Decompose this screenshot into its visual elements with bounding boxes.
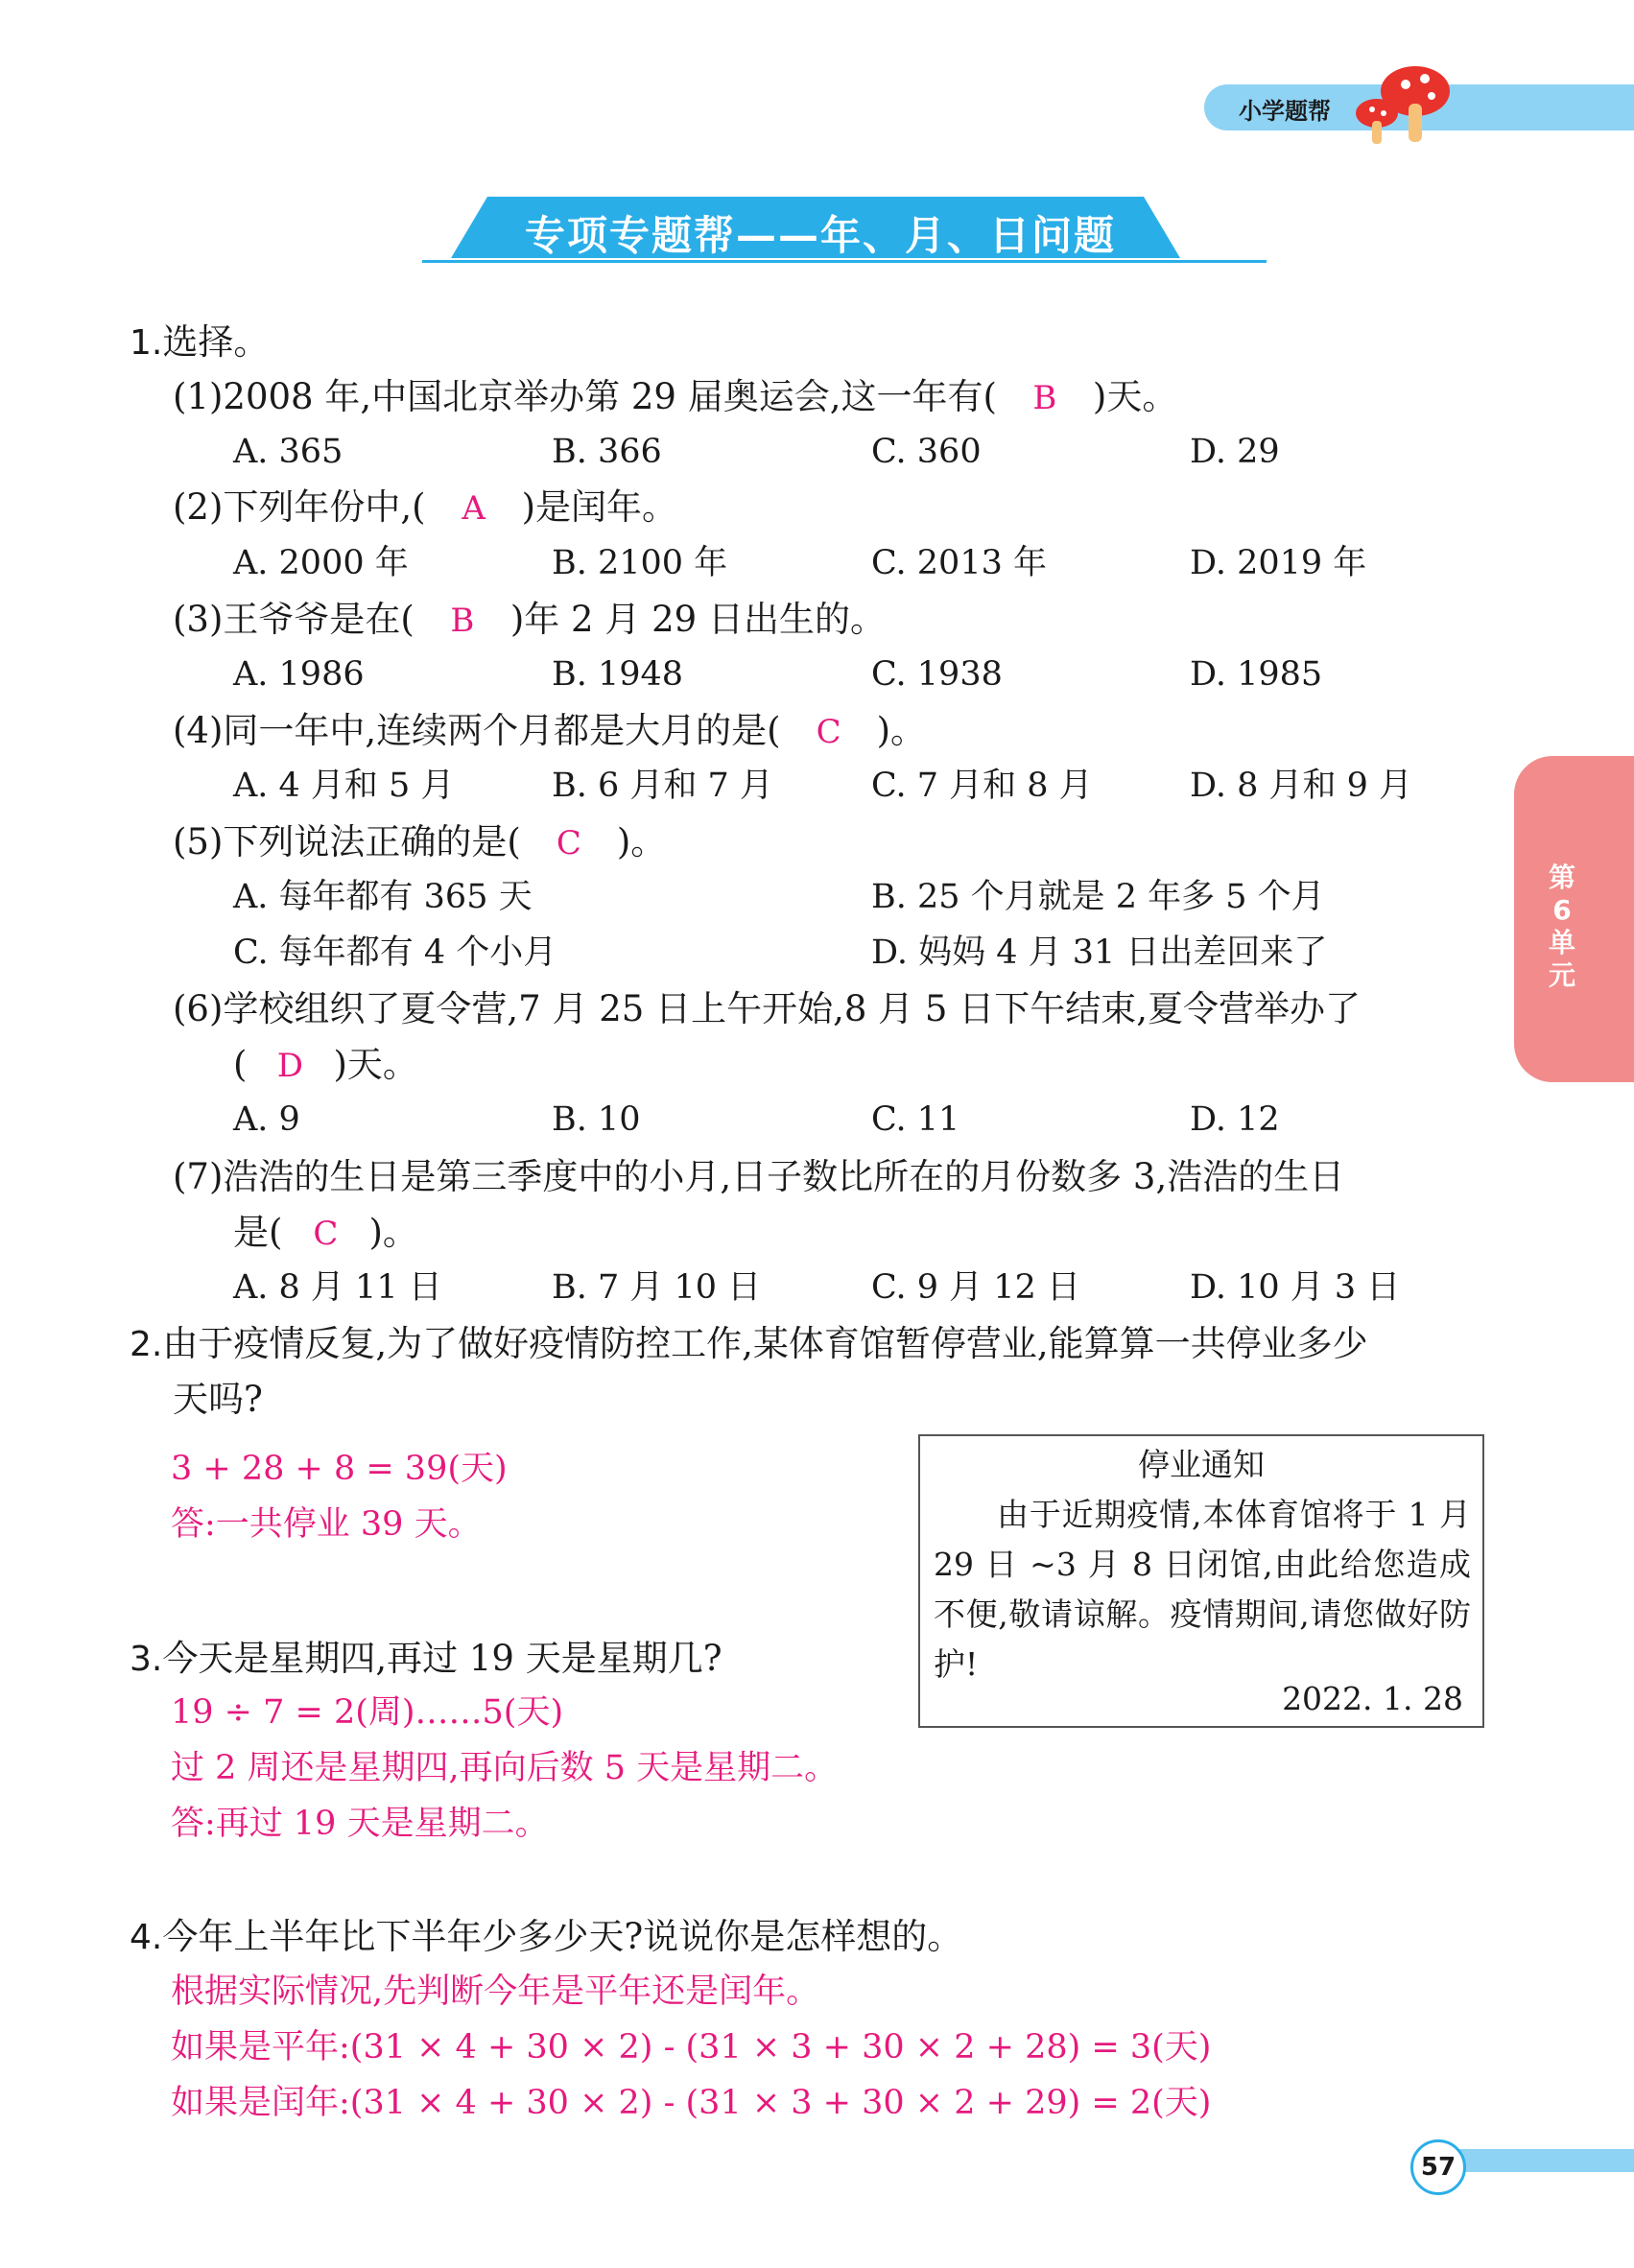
option: C. 2013 年: [871, 544, 1047, 582]
notice-title: 停业通知: [1138, 1446, 1265, 1483]
answer: C: [556, 824, 581, 862]
q3-text: 3.今天是星期四,再过 19 天是星期几?: [130, 1638, 722, 1679]
option: A. 2000 年: [233, 544, 409, 582]
q2-work: 3 + 28 + 8 = 39(天): [171, 1450, 508, 1488]
option: D. 8 月和 9 月: [1190, 767, 1412, 805]
q1-item-6-cont: ( D )天。: [233, 1042, 418, 1089]
option: D. 12: [1190, 1100, 1280, 1139]
answer: B: [1032, 379, 1057, 417]
answer: C: [313, 1215, 339, 1253]
q1-item-3: (3)王爷爷是在( B )年 2 月 29 日出生的。: [173, 597, 886, 644]
q2-text-line1: 2.由于疫情反复,为了做好疫情防控工作,某体育馆暂停营业,能算算一共停业多少: [130, 1323, 1368, 1364]
option: D. 10 月 3 日: [1190, 1268, 1401, 1307]
option: B. 25 个月就是 2 年多 5 个月: [871, 878, 1325, 916]
option: B. 7 月 10 日: [552, 1268, 762, 1307]
q2-answer: 答:一共停业 39 天。: [171, 1505, 482, 1544]
q1-heading: 1.选择。: [130, 321, 270, 363]
q2-text-line2: 天吗?: [173, 1379, 263, 1420]
q3-answer: 答:再过 19 天是星期二。: [171, 1805, 549, 1843]
mushroom-icon: [1353, 58, 1458, 149]
answer: C: [816, 713, 841, 751]
unit-tab-label: 第6单元: [1548, 862, 1575, 991]
option: A. 每年都有 365 天: [233, 878, 533, 916]
option: C. 11: [871, 1100, 960, 1139]
option: C. 9 月 12 日: [871, 1268, 1080, 1307]
option: B. 6 月和 7 月: [552, 767, 773, 805]
q3-work-1: 19 ÷ 7 = 2(周)……5(天): [171, 1693, 564, 1732]
option: B. 10: [552, 1100, 641, 1139]
page-footer-bar: [1439, 2149, 1634, 2172]
q4-work-1: 根据实际情况,先判断今年是平年还是闰年。: [171, 1973, 820, 2011]
answer: B: [450, 602, 475, 640]
unit-tab: [1514, 756, 1634, 1082]
option: A. 8 月 11 日: [233, 1268, 442, 1307]
q1-item-1: (1)2008 年,中国北京举办第 29 届奥运会,这一年有( B )天。: [173, 374, 1177, 421]
option: A. 365: [233, 433, 343, 471]
q3-work-2: 过 2 周还是星期四,再向后数 5 天是星期二。: [171, 1749, 839, 1787]
option: B. 1948: [552, 655, 684, 694]
section-title-band: [422, 197, 1219, 264]
q4-text: 4.今年上半年比下半年少多少天?说说你是怎样想的。: [130, 1916, 963, 1957]
q1-item-7-cont: 是( C )。: [233, 1210, 418, 1257]
q4-work-2: 如果是平年:(31 × 4 + 30 × 2) - (31 × 3 + 30 × 2 + 28) = 3(天): [171, 2028, 1212, 2067]
q1-item-2: (2)下列年份中,( A )是闰年。: [173, 484, 677, 532]
q1-item-4: (4)同一年中,连续两个月都是大月的是( C )。: [173, 708, 926, 755]
option: B. 2100 年: [552, 544, 728, 582]
option: D. 2019 年: [1190, 544, 1367, 582]
answer: D: [276, 1047, 304, 1085]
q4-work-3: 如果是闰年:(31 × 4 + 30 × 2) - (31 × 3 + 30 × 2 + 29) = 2(天): [171, 2084, 1212, 2122]
option: D. 29: [1190, 433, 1280, 471]
option: C. 360: [871, 433, 982, 471]
notice-body: 由于近期疫情,本体育馆将于 1 月 29 日 ~3 月 8 日闭馆,由此给您造成不便,敬请谅解。疫情期间,请您做好防护!: [934, 1496, 1471, 1683]
option: C. 1938: [871, 655, 1003, 694]
q1-item-6: (6)学校组织了夏令营,7 月 25 日上午开始,8 月 5 日下午结束,夏令营举办了: [173, 988, 1361, 1029]
closure-notice: [918, 1434, 1484, 1728]
option: D. 妈妈 4 月 31 日出差回来了: [871, 933, 1328, 972]
page-title: 专项专题帮——年、月、日问题: [524, 212, 1116, 259]
option: A. 4 月和 5 月: [233, 767, 455, 805]
option: C. 7 月和 8 月: [871, 767, 1093, 805]
option: D. 1985: [1190, 655, 1323, 694]
option: A. 1986: [233, 655, 365, 694]
brand-label: 小学题帮: [1239, 98, 1331, 125]
answer: A: [462, 489, 485, 528]
option: B. 366: [552, 433, 662, 471]
notice-date: 2022. 1. 28: [1282, 1680, 1463, 1717]
option: C. 每年都有 4 个小月: [233, 933, 557, 972]
q1-item-5: (5)下列说法正确的是( C )。: [173, 819, 666, 866]
page-number: 57: [1410, 2139, 1466, 2195]
q1-item-7: (7)浩浩的生日是第三季度中的小月,日子数比所在的月份数多 3,浩浩的生日: [173, 1156, 1345, 1197]
option: A. 9: [233, 1100, 300, 1139]
